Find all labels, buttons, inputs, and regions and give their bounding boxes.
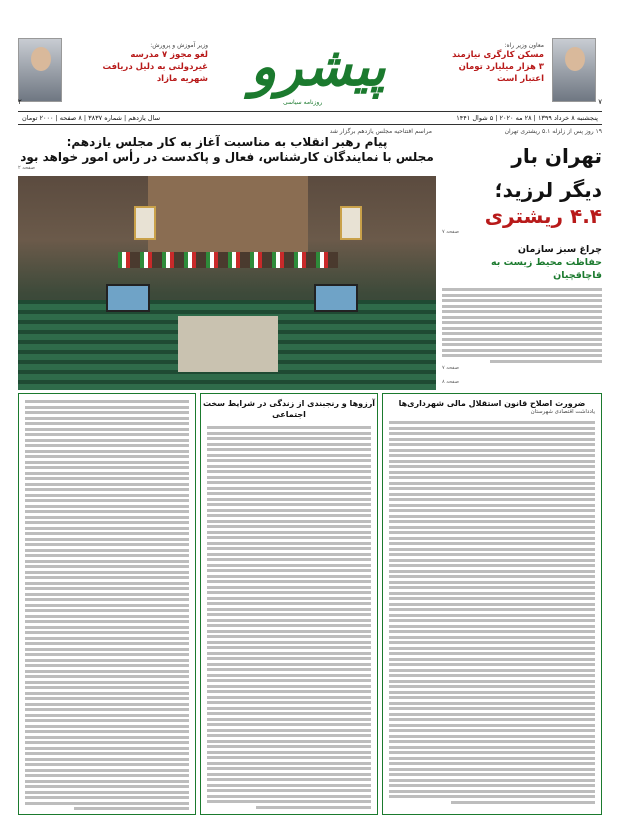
- sidebar-sub-2: حفاظت محیط زیست به قاچاقچیان: [490, 257, 602, 281]
- promo-right-line-1: مسکن کارگری نیازمند: [452, 50, 544, 60]
- logo-wordmark: پیشرو: [250, 34, 386, 98]
- promo-left[interactable]: [18, 38, 208, 106]
- promo-right-page: ۷: [598, 98, 602, 106]
- sidebar-headline-1: تهران بار: [511, 144, 602, 168]
- article-editorial[interactable]: [18, 393, 196, 815]
- promo-left-line-2: غیردولتی به دلیل دریافت: [102, 62, 208, 72]
- logo-subtitle: روزنامه سیاسی: [283, 99, 323, 106]
- flag-row: [118, 252, 338, 268]
- issue-date: پنجشنبه ۸ خرداد ۱۳۹۹ | ۲۸ مه ۲۰۲۰ | ۵ شوال ۱۴۴۱: [456, 114, 598, 122]
- issue-number: سال یازدهم | شماره ۳۸۳۷ | ۸ صفحه | ۲۰۰۰ تومان: [22, 114, 161, 122]
- sidebar-body-text: [442, 288, 602, 363]
- promo-right-kicker: معاون وزیر راه:: [504, 42, 544, 49]
- main-headline-2: مجلس با نمایندگان کارشناس، فعال و پاکدست در رأس امور خواهد بود: [20, 150, 434, 164]
- issue-info-bar: [18, 111, 602, 125]
- promo-left-kicker: وزیر آموزش و پرورش:: [150, 42, 208, 49]
- promo-right-line-3: اعتبار است: [497, 74, 544, 84]
- article-municipal-kicker: یادداشت اقتصادی شهرستان: [530, 409, 595, 415]
- parliament-wall-panel: [148, 176, 308, 256]
- main-headline-1: پیام رهبر انقلاب به مناسبت آغاز به کار مجلس یازدهم:: [66, 135, 388, 149]
- sidebar-sub-1: چراغ سبز سازمان: [517, 244, 602, 255]
- leader-banner: [178, 316, 278, 372]
- sidebar-ref-2: صفحه ۷: [442, 365, 459, 371]
- main-story[interactable]: [18, 128, 436, 390]
- promo-left-line-3: شهریه مازاد: [156, 74, 208, 84]
- sidebar-headline-3: ۴.۴ ریشتری: [484, 204, 602, 228]
- sidebar-ref-1: صفحه ۷: [442, 229, 459, 235]
- article-social-text: [201, 420, 377, 809]
- screen-left: [106, 284, 150, 312]
- promo-right-photo: [552, 38, 596, 102]
- article-municipal-finance[interactable]: [382, 393, 602, 815]
- promo-left-page: ۲: [18, 98, 22, 106]
- promo-right-line-2: ۳ هزار میلیارد تومان: [458, 62, 544, 72]
- bottom-section: [18, 393, 602, 815]
- masthead: [18, 34, 602, 108]
- article-municipal-title: ضرورت اصلاح قانون استقلال مالی شهرداری‌ها: [398, 399, 586, 408]
- promo-right[interactable]: [412, 38, 602, 106]
- promo-left-photo: [18, 38, 62, 102]
- screen-right: [314, 284, 358, 312]
- newspaper-logo[interactable]: [223, 34, 413, 108]
- sidebar-headline-2: دیگر لرزید؛: [494, 178, 602, 202]
- article-municipal-text: [383, 415, 601, 804]
- article-editorial-text: [19, 394, 195, 810]
- main-story-page-ref: صفحه ۲: [18, 165, 35, 171]
- promo-left-line-1: لغو مجوز ۷ مدرسه: [130, 50, 208, 60]
- article-social-hardship[interactable]: [200, 393, 378, 815]
- sidebar-kicker: ۱۹ روز پس از زلزله ۵.۱ ریشتری تهران: [504, 128, 602, 135]
- portrait-left: [134, 206, 156, 240]
- article-social-title: آرزوها و رنجبندی از زندگی در شرایط سخت اجتماعی: [202, 399, 376, 419]
- sidebar-stories[interactable]: [442, 128, 602, 390]
- sidebar-ref-3: صفحه ۸: [442, 379, 459, 385]
- bottom-columns: [18, 393, 378, 815]
- main-story-kicker: مراسم افتتاحیه مجلس یازدهم برگزار شد: [329, 128, 432, 135]
- portrait-right: [340, 206, 362, 240]
- parliament-photo: [18, 176, 436, 390]
